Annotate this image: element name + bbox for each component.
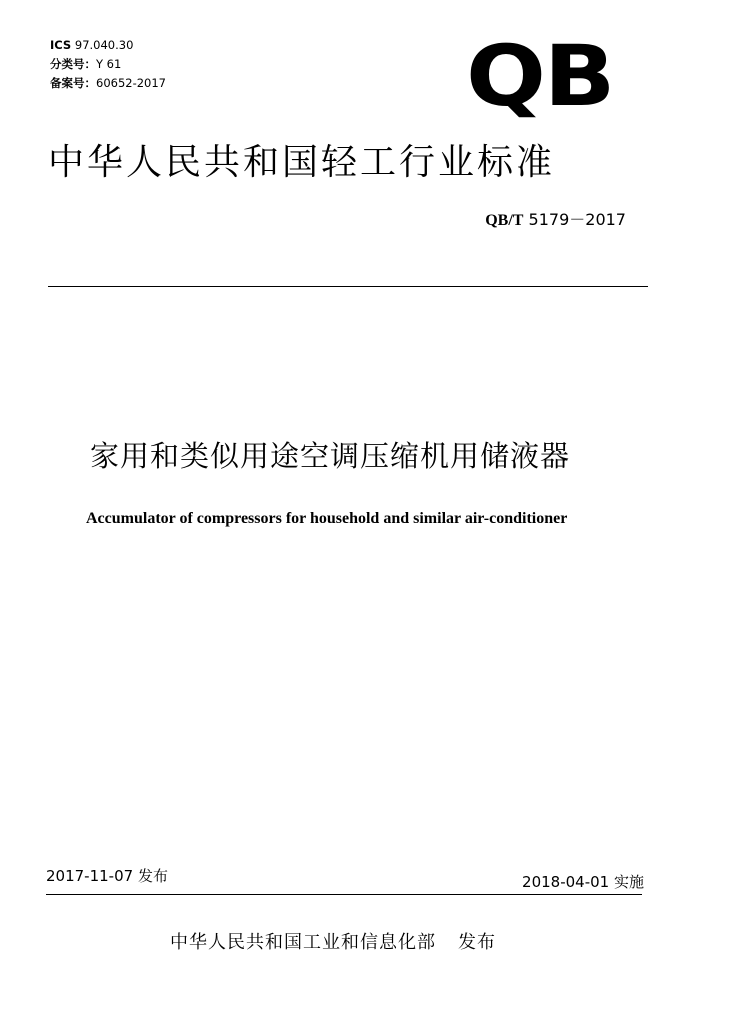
filing-label: 备案号：	[50, 76, 96, 90]
issuer-name: 中华人民共和国工业和信息化部	[170, 932, 436, 953]
standard-code: 5179－2017	[528, 210, 626, 229]
issue-date: 2017-11-07 发布	[46, 867, 168, 885]
ics-label: ICS	[50, 38, 72, 52]
bottom-divider	[46, 894, 642, 895]
category-label: 分类号：	[50, 57, 96, 71]
category-value: Y 61	[96, 57, 122, 71]
document-title-chinese: 家用和类似用途空调压缩机用储液器	[90, 439, 571, 473]
implementation-date: 2018-04-01 实施	[522, 873, 644, 891]
ics-value: 97.040.30	[74, 38, 134, 52]
filing-value: 60652-2017	[96, 76, 166, 90]
standard-number	[485, 207, 626, 230]
ics-line	[50, 36, 166, 55]
standard-prefix: QB/T	[485, 212, 524, 229]
document-title-english: Accumulator of compressors for household and similar air-conditioner	[86, 510, 568, 527]
issuer-line	[170, 928, 496, 954]
issuer-action: 发布	[458, 932, 496, 953]
organization-title: 中华人民共和国轻工行业标准	[48, 142, 556, 183]
filing-line	[50, 74, 166, 93]
classification-block	[50, 36, 166, 93]
category-line	[50, 55, 166, 74]
qb-logo: QB	[466, 27, 614, 125]
top-divider	[48, 286, 648, 287]
